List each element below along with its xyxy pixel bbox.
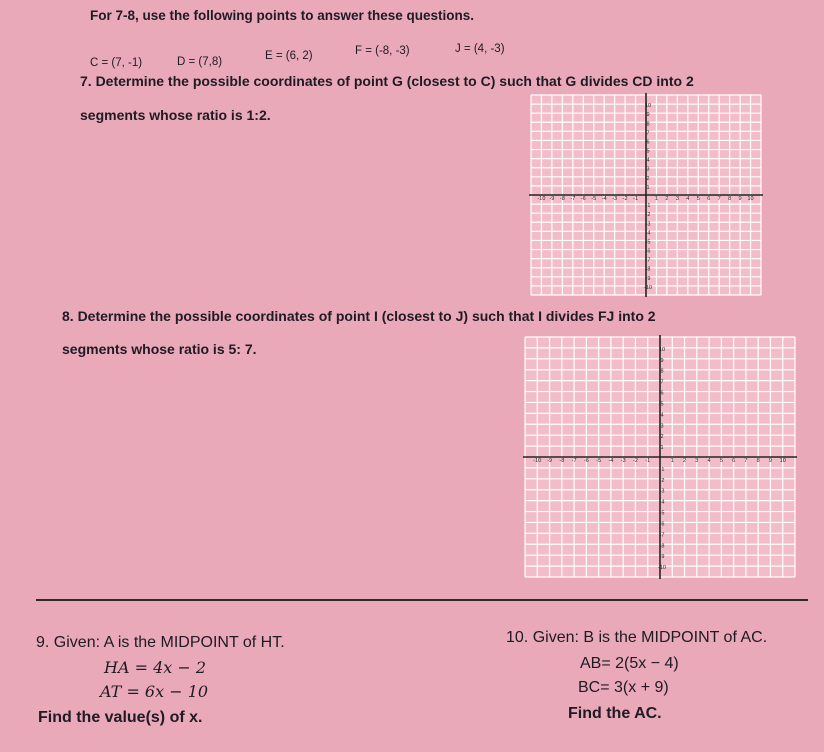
point-d: D = (7,8) <box>177 56 223 68</box>
y-tick-label: -4 <box>645 230 651 237</box>
x-tick-label: -9 <box>547 458 552 464</box>
y-tick-label: -3 <box>659 488 665 495</box>
x-tick-label: 10 <box>779 458 786 464</box>
y-tick-label: -7 <box>659 532 665 539</box>
x-tick-label: 2 <box>683 458 687 464</box>
x-tick-label: -1 <box>633 196 638 202</box>
x-tick-label: -7 <box>570 196 576 202</box>
x-tick-label: 1 <box>654 196 658 202</box>
y-tick-label: -8 <box>645 266 651 273</box>
y-tick-label: -6 <box>645 248 651 255</box>
y-tick-label: 1 <box>646 184 650 191</box>
x-tick-label: 5 <box>719 458 723 464</box>
y-tick-label: -10 <box>644 284 652 291</box>
intro-text: For 7-8, use the following points to answer these questions. <box>90 8 475 23</box>
y-tick-label: -1 <box>659 466 665 473</box>
question-8-line1: 8. Determine the possible coordinates of point I (closest to J) such that I divides FJ into 2 <box>62 308 656 324</box>
y-tick-label: -6 <box>659 521 665 528</box>
y-tick-label: 6 <box>660 390 664 397</box>
y-tick-label: -9 <box>645 275 651 282</box>
y-tick-label: 4 <box>660 412 664 419</box>
x-tick-label: -1 <box>645 458 651 464</box>
question-9-title: 9. Given: A is the MIDPOINT of HT. <box>36 634 285 651</box>
y-tick-label: -5 <box>645 239 651 246</box>
y-tick-label: 8 <box>646 121 650 128</box>
x-tick-label: -6 <box>580 196 586 202</box>
y-tick-label: 3 <box>646 166 650 173</box>
x-tick-label: 9 <box>768 458 772 464</box>
section-divider <box>36 599 808 601</box>
x-tick-label: 3 <box>675 196 679 202</box>
point-j: J = (4, -3) <box>455 43 505 55</box>
x-tick-label: -5 <box>591 196 597 202</box>
x-tick-label: 3 <box>695 458 699 464</box>
y-tick-label: -3 <box>645 221 651 228</box>
x-tick-label: -8 <box>559 458 565 464</box>
x-tick-label: -4 <box>601 196 607 202</box>
y-tick-label: 3 <box>660 423 664 430</box>
x-tick-label: -6 <box>583 458 589 464</box>
question-7-line2: segments whose ratio is 1:2. <box>80 107 271 123</box>
question-10-title: 10. Given: B is the MIDPOINT of AC. <box>506 629 768 646</box>
y-tick-label: 2 <box>646 175 650 182</box>
y-tick-label: -4 <box>659 499 665 506</box>
y-tick-label: 2 <box>660 434 664 441</box>
x-tick-label: -10 <box>533 458 542 464</box>
x-tick-label: -2 <box>622 196 628 202</box>
x-tick-label: 2 <box>665 196 669 202</box>
y-tick-label: -2 <box>659 477 665 484</box>
question-10-eq2: BC= 3(x + 9) <box>578 679 669 696</box>
x-tick-label: 10 <box>747 196 754 202</box>
question-9-ask: Find the value(s) of x. <box>38 709 203 726</box>
y-tick-label: -1 <box>645 203 651 210</box>
question-9-eq2: AT = 6x − 10 <box>100 682 209 701</box>
y-tick-label: -8 <box>659 543 665 550</box>
x-tick-label: -10 <box>537 196 546 202</box>
y-tick-label: 7 <box>646 130 650 137</box>
point-f: F = (-8, -3) <box>355 45 410 57</box>
point-c: C = (7, -1) <box>90 57 143 69</box>
x-tick-label: 8 <box>728 196 732 202</box>
y-tick-label: 7 <box>660 379 664 386</box>
question-10-eq1: AB= 2(5x − 4) <box>580 655 679 672</box>
y-tick-label: 8 <box>660 368 664 375</box>
x-tick-label: -2 <box>633 458 638 464</box>
question-9-eq1: HA = 4x − 2 <box>104 658 207 677</box>
x-tick-label: -3 <box>612 196 618 202</box>
x-tick-label: -5 <box>596 458 602 464</box>
x-tick-label: -4 <box>608 458 614 464</box>
y-tick-label: 5 <box>646 148 650 155</box>
x-tick-label: -3 <box>620 458 626 464</box>
y-tick-label: -9 <box>659 554 665 561</box>
y-tick-label: 4 <box>646 157 650 164</box>
coordinate-grid-7 <box>526 90 766 300</box>
y-tick-label: -2 <box>645 212 651 219</box>
x-tick-label: 4 <box>686 196 690 202</box>
y-tick-label: 6 <box>646 139 650 146</box>
y-tick-label: 5 <box>660 401 664 408</box>
y-tick-label: 10 <box>644 103 652 110</box>
y-tick-label: 10 <box>658 346 666 353</box>
point-e: E = (6, 2) <box>265 50 313 62</box>
y-tick-label: -10 <box>658 565 666 572</box>
question-8-line2: segments whose ratio is 5: 7. <box>62 341 257 357</box>
y-tick-label: 9 <box>646 112 650 119</box>
x-tick-label: 7 <box>717 196 721 202</box>
y-tick-label: -7 <box>645 257 651 264</box>
question-10-ask: Find the AC. <box>568 705 662 722</box>
y-tick-label: 1 <box>660 445 664 452</box>
y-tick-label: 9 <box>660 357 664 364</box>
x-tick-label: 6 <box>707 196 711 202</box>
x-tick-label: 8 <box>756 458 760 464</box>
x-tick-label: 5 <box>696 196 700 202</box>
x-tick-label: -9 <box>549 196 555 202</box>
x-tick-label: 4 <box>707 458 711 464</box>
x-tick-label: 9 <box>738 196 742 202</box>
question-7-line1: 7. Determine the possible coordinates of point G (closest to C) such that G divides CD into 2 <box>80 73 694 89</box>
y-tick-label: -5 <box>659 510 665 517</box>
x-tick-label: 6 <box>732 458 736 464</box>
x-tick-label: 7 <box>744 458 748 464</box>
x-tick-label: -8 <box>559 196 565 202</box>
x-tick-label: 1 <box>670 458 674 464</box>
coordinate-grid-8 <box>520 332 800 582</box>
x-tick-label: -7 <box>571 458 577 464</box>
